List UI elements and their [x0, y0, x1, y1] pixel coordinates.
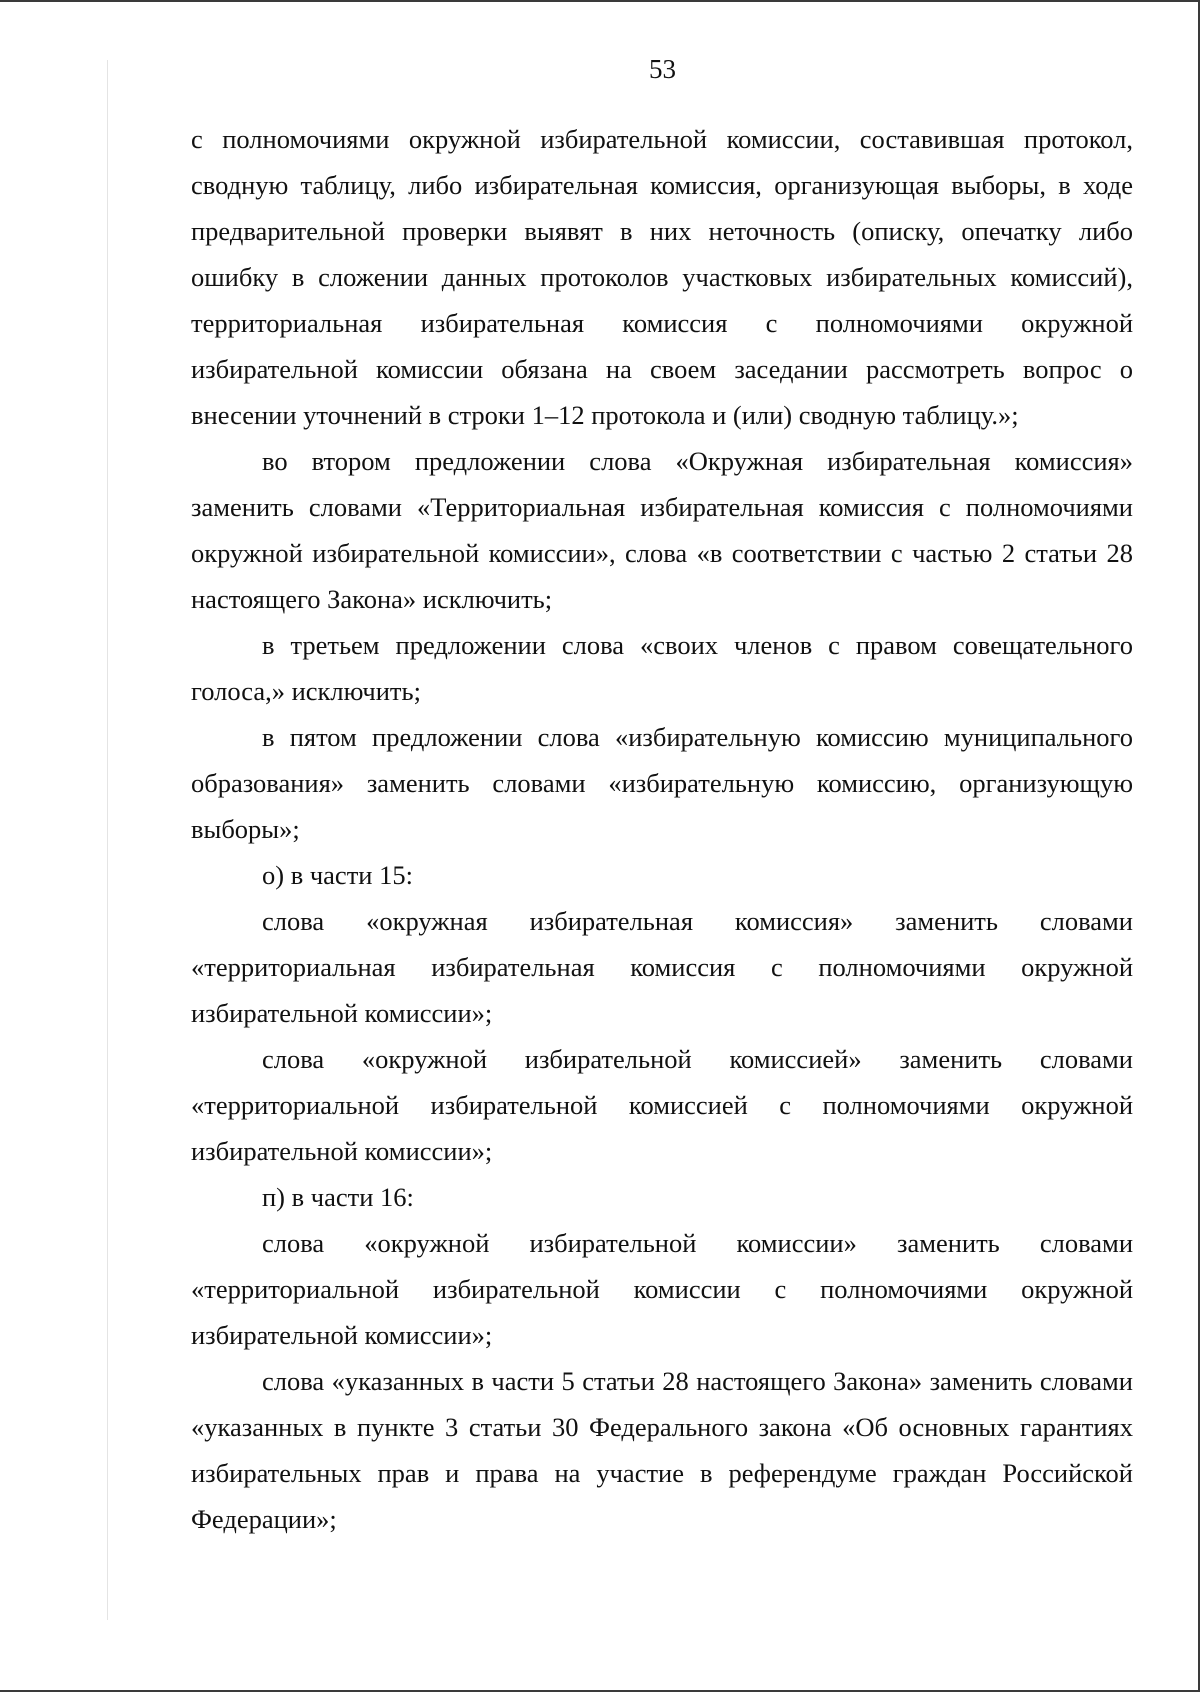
paragraph-second-sentence: во втором предложении слова «Окружная избирательная комиссия» заменить словами «Территориальная избирательная комиссия с полномочиями окружной избирательной комиссии», слова «в соответствии с частью 2 статьи 28 настоящего Закона» исключить;: [191, 446, 1133, 614]
paragraph-fifth-sentence: в пятом предложении слова «избирательную комиссию муниципального образования» заменить словами «избирательную комиссию, организующую выборы»;: [191, 722, 1133, 844]
paragraph-o-words-2: слова «окружной избирательной комиссией» заменить словами «территориальной избирательной комиссией с полномочиями окружной избирательной комиссии»;: [191, 1044, 1133, 1166]
paragraph-item-p: п) в части 16:: [262, 1182, 414, 1212]
paragraph-continuation: с полномочиями окружной избирательной комиссии, составившая протокол, сводную таблицу, либо избирательная комиссия, организующая выборы, в ходе предварительной проверки выявят в них неточность (описку, опечатку либо ошибку в сложении данных протоколов участковых избирательных комиссий), территориальная избирательная комиссия с полномочиями окружной избирательной комиссии обязана на своем заседании рассмотреть вопрос о внесении уточнений в строки 1–12 протокола и (или) сводную таблицу.»;: [191, 124, 1133, 430]
scan-edge-top: [0, 0, 1200, 2]
paragraph-p-words-1: слова «окружной избирательной комиссии» заменить словами «территориальной избирательной комиссии с полномочиями окружной избирательной комиссии»;: [191, 1228, 1133, 1350]
paragraph-third-sentence: в третьем предложении слова «своих членов с правом совещательного голоса,» исключить;: [191, 630, 1133, 706]
paragraph-item-o: о) в части 15:: [262, 860, 413, 890]
paragraph-p-words-2: слова «указанных в части 5 статьи 28 настоящего Закона» заменить словами «указанных в пункте 3 статьи 30 Федерального закона «Об основных гарантиях избирательных прав и права на участие в референдуме граждан Российской Федерации»;: [191, 1366, 1133, 1534]
document-body: [191, 116, 1133, 1542]
scan-margin-line: [107, 60, 108, 1620]
page-number: 53: [649, 54, 676, 84]
paragraph-o-words-1: слова «окружная избирательная комиссия» заменить словами «территориальная избирательная комиссия с полномочиями окружной избирательной комиссии»;: [191, 906, 1133, 1028]
